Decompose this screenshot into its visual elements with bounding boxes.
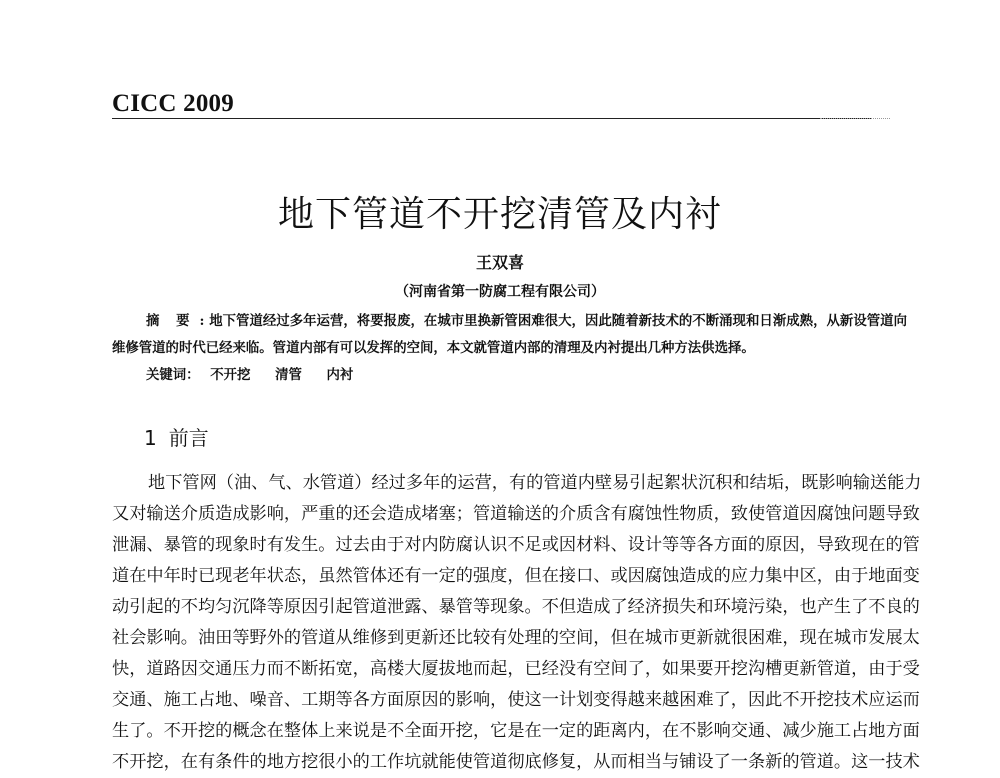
section-number: 1 <box>144 426 157 450</box>
body-line: 道在中年时已现老年状态，虽然管体还有一定的强度，但在接口、或因腐蚀造成的应力集中区，由于地面变 <box>112 566 920 586</box>
keywords <box>146 364 373 383</box>
body-line: 快，道路因交通压力而不断拓宽，高楼大厦拔地而起，已经没有空间了，如果要开挖沟槽更新管道，由于受 <box>112 659 920 679</box>
abstract-colon: : <box>199 313 205 329</box>
keyword-item: 不开挖 <box>210 367 251 383</box>
body-line: 交通、施工占地、噪音、工期等各方面原因的影响，使这一计划变得越来越困难了，因此不开挖技术应运而 <box>112 690 920 710</box>
author-affiliation: （河南省第一防腐工程有限公司） <box>395 284 605 300</box>
body-line: 生了。不开挖的概念在整体上来说是不全面开挖，它是在一定的距离内，在不影响交通、减少施工占地方面 <box>112 721 920 741</box>
abstract <box>112 308 907 361</box>
section-heading <box>144 422 209 451</box>
header-rule-dots <box>820 118 890 119</box>
abstract-label: 摘 要 <box>146 314 196 329</box>
body-line: 又对输送介质造成影响，严重的还会造成堵塞；管道输送的介质含有腐蚀性物质，致使管道因腐蚀问题导致 <box>112 504 920 524</box>
body-line: 地下管网（油、气、水管道）经过多年的运营，有的管道内壁易引起絮状沉积和结垢，既影响输送能力 <box>148 473 922 493</box>
paper-title: 地下管道不开挖清管及内衬 <box>277 194 722 235</box>
body-paragraph <box>112 468 922 778</box>
author-name: 王双喜 <box>475 253 524 272</box>
body-line: 泄漏、暴管的现象时有发生。过去由于对内防腐认识不足或因材料、设计等等各方面的原因，导致现在的管 <box>112 535 920 555</box>
section-title: 前言 <box>168 426 209 450</box>
header-rule <box>112 118 872 119</box>
body-line: 动引起的不均匀沉降等原因引起管道泄露、暴管等现象。不但造成了经济损失和环境污染，也产生了不良的 <box>112 597 920 617</box>
keywords-label: 关键词： <box>146 368 200 383</box>
running-header: CICC 2009 <box>112 90 234 117</box>
keyword-item: 内衬 <box>326 367 354 383</box>
body-line: 社会影响。油田等野外的管道从维修到更新还比较有处理的空间，但在城市更新就很困难，现在城市发展太 <box>112 628 920 648</box>
body-line: 不开挖，在有条件的地方挖很小的工作坑就能使管道彻底修复，从而相当与铺设了一条新的管道。这一技术 <box>112 752 920 772</box>
keyword-item: 清管 <box>275 367 302 383</box>
abstract-text: 地下管道经过多年运营，将要报废，在城市里换新管困难很大，因此随着新技术的不断涌现和日渐成熟，从新设管道向维修管道的时代已经来临。管道内部有可以发挥的空间，本文就管道内部的清理及内衬提出几种方法供选择。 <box>112 313 907 356</box>
